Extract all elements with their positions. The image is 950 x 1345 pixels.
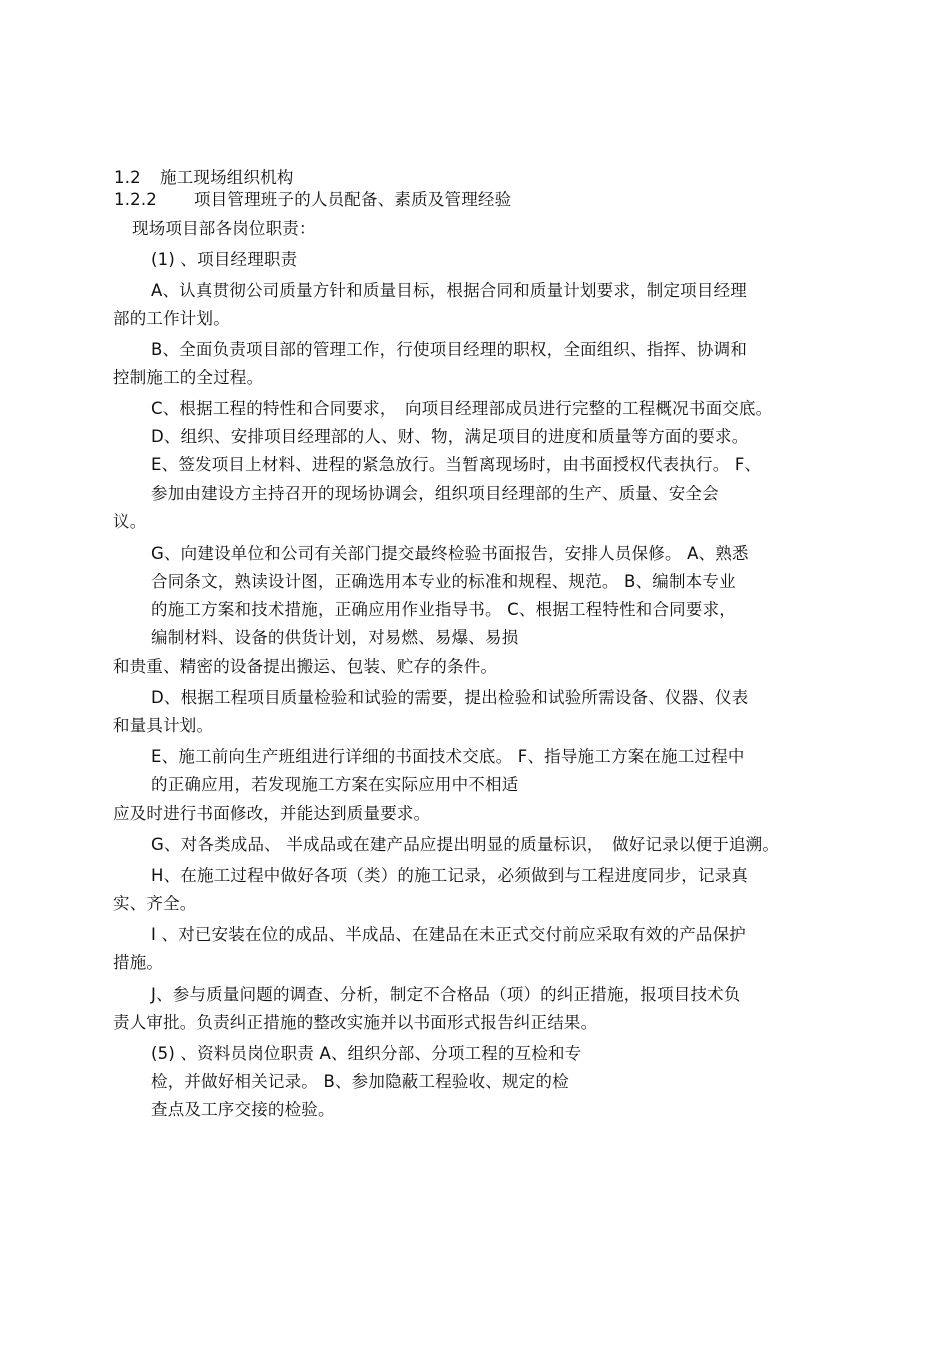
paragraph-line: I 、对已安装在位的成品、半成品、在建品在未正式交付前应采取有效的产品保护	[151, 925, 747, 944]
paragraph-line: H、在施工过程中做好各项（类）的施工记录，必须做到与工程进度同步，记录真	[151, 866, 749, 885]
paragraph-line: C、根据工程的特性和合同要求， 向项目经理部成员进行完整的工程概况书面交底。	[151, 399, 773, 418]
paragraph-line: 责人审批。负责纠正措施的整改实施并以书面形式报告纠正结果。	[113, 1013, 598, 1032]
paragraph-line: D、根据工程项目质量检验和试验的需要，提出检验和试验所需设备、仪器、仪表	[151, 688, 749, 707]
paragraph-line: 措施。	[113, 953, 164, 972]
paragraph-line: 应及时进行书面修改，并能达到质量要求。	[113, 804, 431, 823]
paragraph-line: 的施工方案和技术措施，正确应用作业指导书。 C、根据工程特性和合同要求，	[151, 600, 736, 619]
paragraph-line: 查点及工序交接的检验。	[151, 1100, 335, 1119]
paragraph-line: E、签发项目上材料、进程的紧急放行。当暂离现场时，由书面授权代表执行。 F、	[151, 455, 762, 474]
heading-1	[114, 168, 294, 188]
paragraph-line: J、参与质量问题的调查、分析，制定不合格品（项）的纠正措施，报项目技术负	[151, 985, 741, 1004]
paragraph-line: 实、齐全。	[113, 894, 197, 913]
paragraph-line: 部的工作计划。	[113, 309, 230, 328]
heading-1-number: 1.2	[114, 168, 141, 187]
paragraph-line: G、向建设单位和公司有关部门提交最终检验书面报告，安排人员保修。 A、熟悉	[151, 544, 749, 563]
paragraph-line: 和量具计划。	[113, 716, 214, 735]
heading-1-title: 施工现场组织机构	[160, 168, 294, 187]
paragraph-line: G、对各类成品、 半成品或在建产品应提出明显的质量标识， 做好记录以便于追溯。	[151, 835, 780, 854]
heading-2-title: 项目管理班子的人员配备、素质及管理经验	[194, 190, 512, 209]
paragraph-line: B、全面负责项目部的管理工作，行使项目经理的职权，全面组织、指挥、协调和	[151, 340, 748, 359]
paragraph-line: 的正确应用，若发现施工方案在实际应用中不相适	[151, 775, 519, 794]
paragraph-line: 参加由建设方主持召开的现场协调会，组织项目经理部的生产、质量、安全会	[151, 484, 719, 503]
paragraph-line: A、认真贯彻公司质量方针和质量目标，根据合同和质量计划要求，制定项目经理	[151, 281, 747, 300]
paragraph-line: 议。	[113, 512, 147, 531]
paragraph-line: E、施工前向生产班组进行详细的书面技术交底。 F、指导施工方案在施工过程中	[151, 747, 745, 766]
intro-text: 现场项目部各岗位职责：	[132, 219, 316, 238]
heading-2-number: 1.2.2	[114, 190, 157, 209]
paragraph-line: 编制材料、设备的供货计划，对易燃、易爆、易损	[151, 628, 519, 647]
paragraph-line: 控制施工的全过程。	[113, 368, 264, 387]
paragraph-line: 和贵重、精密的设备提出搬运、包装、贮存的条件。	[113, 657, 498, 676]
paragraph-line: D、组织、安排项目经理部的人、财、物，满足项目的进度和质量等方面的要求。	[151, 427, 749, 446]
paragraph-line: 合同条文，熟读设计图，正确选用本专业的标准和规程、规范。 B、编制本专业	[151, 572, 736, 591]
paragraph-line: 检，并做好相关记录。 B、参加隐蔽工程验收、规定的检	[151, 1072, 569, 1091]
heading-2	[114, 190, 511, 210]
paragraph-line: (1) 、项目经理职责	[151, 250, 298, 269]
paragraph-line: (5) 、资料员岗位职责 A、组织分部、分项工程的互检和专	[151, 1044, 582, 1063]
